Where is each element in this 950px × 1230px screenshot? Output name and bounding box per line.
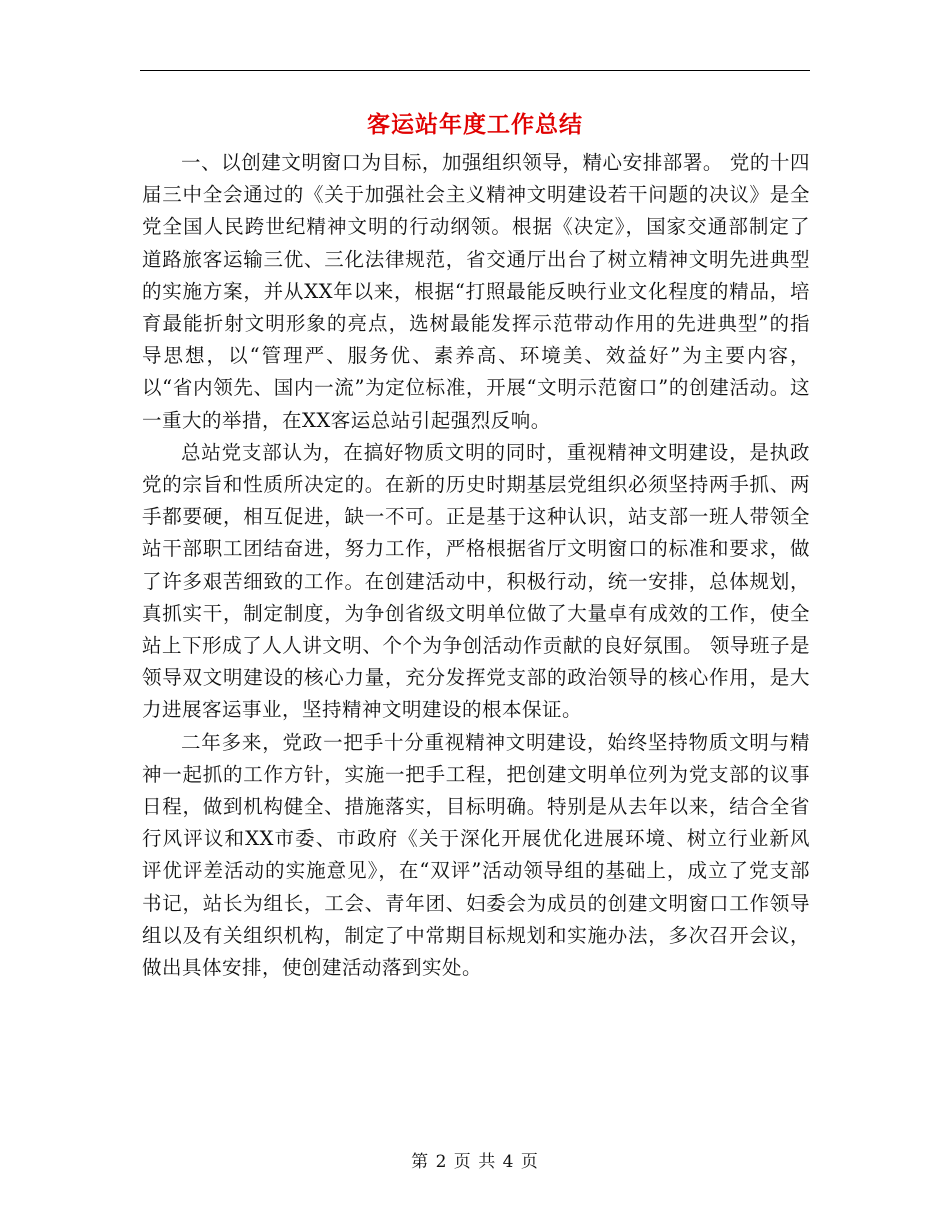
paragraph-3: 二年多来，党政一把手十分重视精神文明建设，始终坚持物质文明与精神一起抓的工作方针，实施一把手工程，把创建文明单位列为党支部的议事日程，做到机构健全、措施落实，目标明确。特别是从去年以来，结合全省行风评议和XX市委、市政府《关于深化开展优化进展环境、树立行业新风评优评差活动的实施意见》，在“双评”活动领导组的基础上，成立了党支部书记，站长为组长，工会、青年团、妇委会为成员的创建文明窗口工作领导组以及有关组织机构，制定了中常期目标规划和实施办法，多次召开会议，做出具体安排，使创建活动落到实处。 xyxy=(142,730,810,980)
paragraph-1: 一、以创建文明窗口为目标，加强组织领导，精心安排部署。 党的十四届三中全会通过的《关于加强社会主义精神文明建设若干问题的决议》是全党全国人民跨世纪精神文明的行动纲领。根据《决定》，国家交通部制定了道路旅客运输三优、三化法律规范，省交通厅出台了树立精神文明先进典型的实施方案，并从XX年以来，根据“打照最能反映行业文化程度的精品，培育最能折射文明形象的亮点，选树最能发挥示范带动作用的先进典型”的指导思想，以“管理严、服务优、素养高、环境美、效益好”为主要内容，以“省内领先、国内一流”为定位标准，开展“文明示范窗口”的创建活动。这一重大的举措，在XX客运总站引起强烈反响。 xyxy=(142,151,810,432)
document-title: 客运站年度工作总结 xyxy=(367,112,583,138)
header-rule xyxy=(140,70,810,71)
document-body xyxy=(142,147,810,984)
page-number-footer: 第 2 页 共 4 页 xyxy=(411,1152,539,1172)
paragraph-2: 总站党支部认为，在搞好物质文明的同时，重视精神文明建设，是执政党的宗旨和性质所决定的。在新的历史时期基层党组织必须坚持两手抓、两手都要硬，相互促进，缺一不可。正是基于这种认识，站支部一班人带领全站干部职工团结奋进，努力工作，严格根据省厅文明窗口的标准和要求，做了许多艰苦细致的工作。在创建活动中，积极行动，统一安排，总体规划，真抓实干，制定制度，为争创省级文明单位做了大量卓有成效的工作，使全站上下形成了人人讲文明、个个为争创活动作贡献的良好氛围。 领导班子是领导双文明建设的核心力量，充分发挥党支部的政治领导的核心作用，是大力进展客运事业，坚持精神文明建设的根本保证。 xyxy=(142,440,810,722)
